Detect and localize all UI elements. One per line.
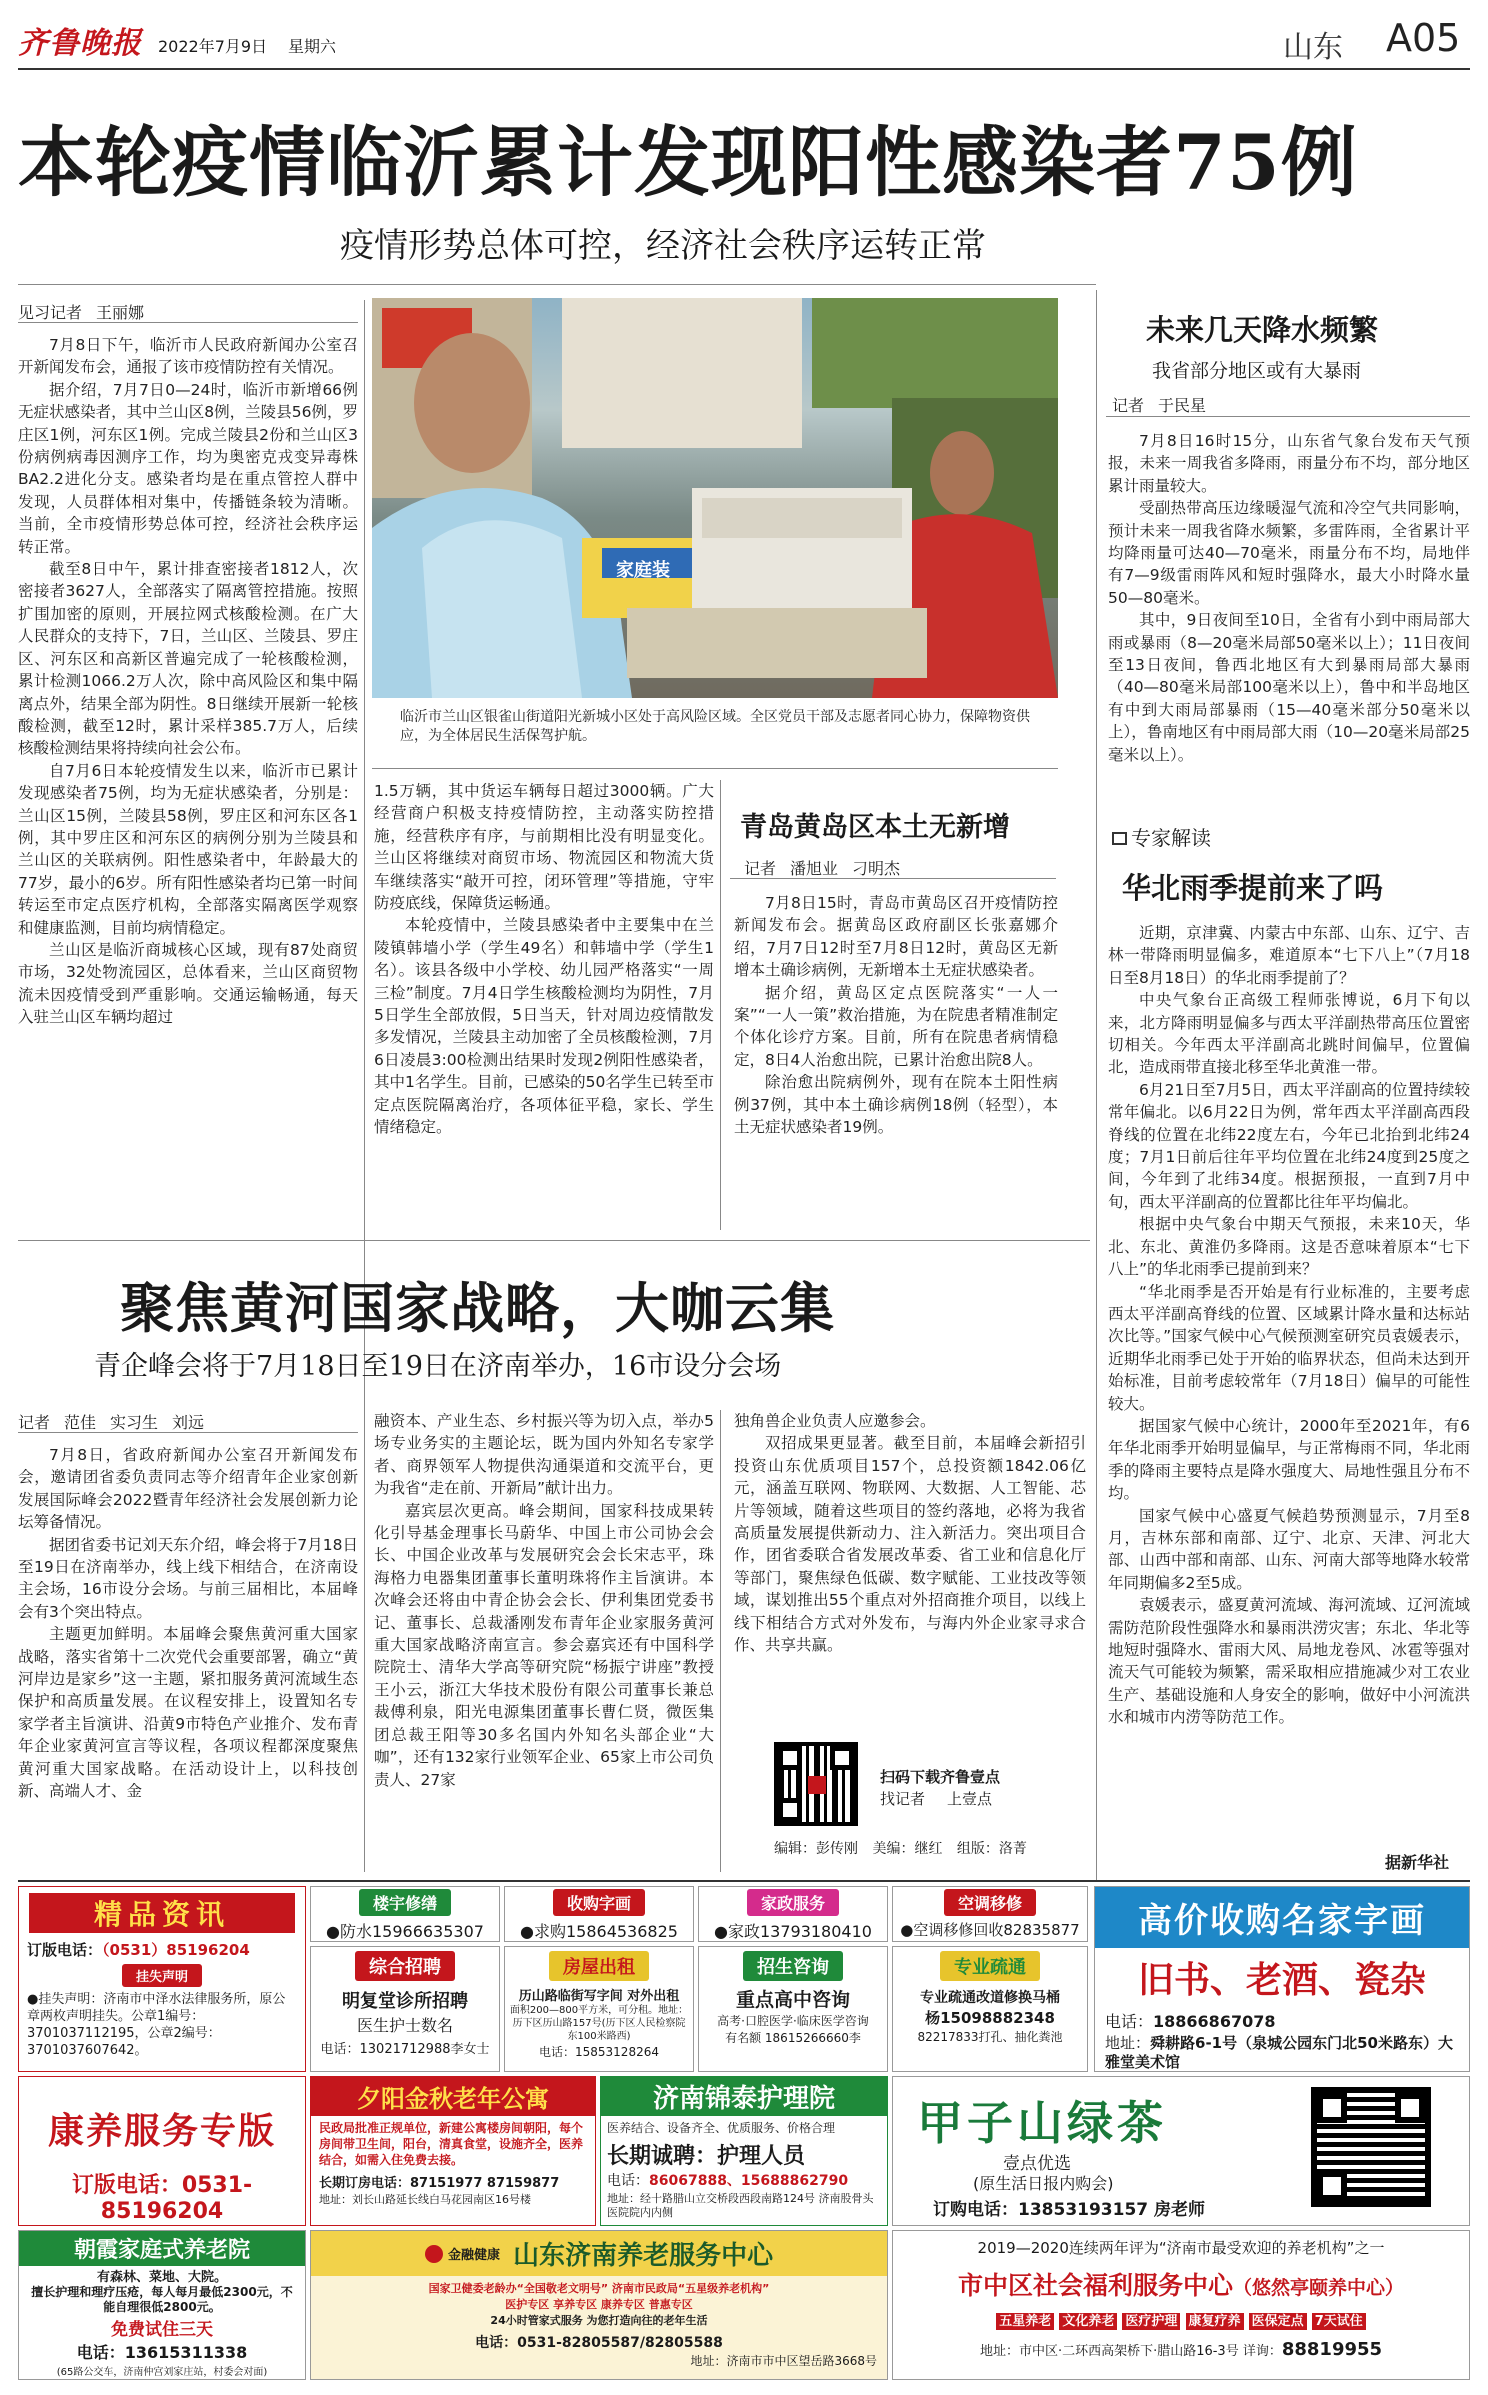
ad-waterproof: 楼宇修缮 ●防水15966635307 [310,1886,500,1942]
yellow-para: 融资本、产业生态、乡村振兴等为切入点，举办5场专业务实的主题论坛，既为国内外知名专家学者、商界领军人物提供沟通渠道和交流平台，更为我省“走在前、开新局”献计出力。 [374,1412,714,1498]
yellow-col-3 [734,1410,1086,1725]
ad-welfare-center: 2019—2020连续两年评为“济南市最受欢迎的养老机构”之一 市中区社会福利服务中心（悠然亭颐养中心） 五星养老 文化养老 医疗护理 康复疗养 医保定点 7天试住 地址：市中区·二环西高架桥下·腊山路16-3号 详询：88819955 [892,2230,1470,2380]
yellow-col-2 [374,1410,714,1872]
expert-para: “华北雨季是否开始是有行业标准的，主要考虑西太平洋副高脊线的位置、区域累计降水量和达标站次比等。”国家气候中心气候预测室研究员袁媛表示，近期华北雨季已处于开始的临界状态，但尚未达到开始标准，目前考虑较常年（7月18日）偏早的可能性较大。 [1108,1282,1470,1413]
expert-source: 据新华社 [1385,1853,1450,1872]
photo-box-label: 家庭装 [616,560,670,581]
lead-para: 据介绍，7月7日0—24时，临沂市新增66例无症状感染者，其中兰山区8例，兰陵县56例，罗庄区1例，河东区1例。完成兰陵县2份和兰山区3份病例病毒因测序工作，均为奥密克戎变异毒株BA2.2进化分支。感染者均是在重点管控人群中发现，人员群体相对集中，传播链条较为清晰。当前，全市疫情形势总体可控，经济社会秩序运转正常。 [18,380,358,556]
tea-qr-code[interactable] [1311,2087,1431,2207]
classified-sub: 挂失声明 [122,1964,202,1987]
expert-para: 6月21日至7月5日，西太平洋副高的位置持续较常年偏北。以6月22日为例，常年西太平洋副高西段脊线的位置在北纬22度左右，今年已北抬到北纬24度；7月1日前后往年平均位置在北纬24度到25度之间，今年到了北纬34度。根据预报，一直到7月中旬，西太平洋副高的位置都比往年平均偏北。 [1108,1080,1470,1211]
expert-para: 袁媛表示，盛夏黄河流域、海河流域、辽河流域需防范阶段性强降水和暴雨洪涝灾害；东北、华北等地短时强降水、雷雨大风、局地龙卷风、冰雹等强对流天气可能较为频繁，需采取相应措施减少对工农业生产、基础设施和人身安全的影响，做好中小河流洪水和城市内涝等防范工作。 [1108,1596,1470,1727]
photo-caption: 临沂市兰山区银雀山街道阳光新城小区处于高风险区域。全区党员干部及志愿者同心协力，保障物资供应，为全体居民生活保驾护航。 [400,709,1030,744]
col-divider [364,1410,365,1872]
ad-office-rent: 房屋出租 历山路临街写字间 对外出租 面积200—800平方米，可分租。地址：历下区历山路157号(历下区人民检察院东100米路西) 电话：15853128264 [504,1946,694,2072]
lead-rule [18,284,1096,285]
yellow-para: 主题更加鲜明。本届峰会聚焦黄河重大国家战略，落实省第十二次党代会重要部署，确立“黄河岸边是家乡”这一主题，紧扣服务黄河流域生态保护和高质量发展。在议程安排上，设置知名专家学者主旨演讲、沿黄9市特色产业推介、发布青年企业家黄河宣言等议程，各项议程都深度聚焦黄河重大国家战略。在活动设计上，以科技创新、高端人才、金 [18,1625,358,1801]
photo-scene [372,298,1058,698]
ad-rule [18,1880,1470,1882]
yellow-subhead: 青企峰会将于7月18日至19日在济南举办，16市设分会场 [94,1351,782,1382]
expert-body [1108,922,1470,1846]
byline-rule [18,322,358,323]
huangdao-byline: 记者 潘旭业 刁明杰 [744,859,901,878]
ad-classified: 精品资讯 订版电话：（0531）85196204 挂失声明 ●挂失声明：济南市中泽水法律服务所，原公章两枚声明挂失。公章1编号：3701037112195，公章2编号：3701037607642。 [18,1886,306,2072]
ad-recruit: 综合招聘 明复堂诊所招聘 医生护士数名 电话：13021712988李女士 [310,1946,500,2072]
ad-jintai: 济南锦泰护理院 医养结合、设备齐全、优质服务、价格合理 长期诚聘：护理人员 电话：86067888、15688862790 地址：经十路腊山立交桥段西段南路124号 济南股骨头医院院内内侧 [600,2076,888,2226]
expert-headline: 华北雨季提前来了吗 [1122,871,1384,905]
expert-tag: 专家解读 [1112,822,1211,851]
col-divider [1096,290,1097,1880]
classified-notice: ●挂失声明：济南市中泽水法律服务所，原公章两枚声明挂失。公章1编号：3701037112195，公章2编号：3701037607642。 [27,1992,286,2058]
page-number: A05 [1386,16,1461,60]
ad-xiyang: 夕阳金秋老年公寓 民政局批准正规单位，新建公寓楼房间朝阳，每个房间带卫生间，阳台，清真食堂，设施齐全，医养结合，如需入住免费去接。 长期订房电话：87151977 87159877 地址：刘长山路延长线白马花园南区16号楼 [310,2076,596,2226]
ad-buy-paintings: 收购字画 ●求购15864536825 [504,1886,694,1942]
expert-para: 据国家气候中心统计，2000年至2021年，有6年华北雨季开始明显偏早，与正常梅雨不同，华北雨季的降雨主要特点是降水强度大、局地性强且分布不均。 [1108,1416,1470,1503]
lead-para: 本轮疫情中，兰陵县感染者中主要集中在兰陵镇韩墙小学（学生49名）和韩墙中学（学生1名）。该县各级中小学校、幼儿园严格落实“一周三检”制度。7月4日学生核酸检测均为阴性，7月5日学生全部放假，5日当天，针对周边疫情散发多发情况，兰陵县主动加密了全员核酸检测，7月6日凌晨3:00检测出结果时发现2例阳性感染者，其中1名学生。目前，已感染的50名学生已转至市定点医院隔离治疗，各项体征平稳，家长、学生情绪稳定。 [374,916,714,1137]
paper-logo: 齐鲁晚报 [18,26,142,61]
expert-para: 中央气象台正高级工程师张博说，6月下旬以来，北方降雨明显偏多与西太平洋副热带高压位置密切相关。今年西太平洋副高北跳时间偏早，位置偏北，造成雨带直接北移至华北黄淮一带。 [1108,991,1470,1077]
ad-school: 招生咨询 重点高中咨询 高考·口腔医学·临床医学咨询 有名额 18615266660李 [698,1946,888,2072]
section-name: 山东 [1283,30,1343,65]
yellow-para: 7月8日，省政府新闻办公室召开新闻发布会，邀请团省委负责同志等介绍青年企业家创新发展国际峰会2022暨青年经济社会发展创新力论坛筹备情况。 [18,1446,358,1532]
section-rule [18,1240,1090,1241]
huangdao-para: 7月8日15时，青岛市黄岛区召开疫情防控新闻发布会。据黄岛区政府副区长张嘉娜介绍，7月7日12时至7月8日12时，黄岛区无新增本土确诊病例，无新增本土无症状感染者。 [734,894,1058,980]
ad-calligraphy: 高价收购名家字画 旧书、老酒、瓷杂 电话：18866867078 地址：舜耕路6-1号（泉城公园东门北50米路东）大雅堂美术馆 [1094,1886,1470,2072]
issue-date: 2022年7月9日 [158,37,268,56]
lead-para: 截至8日中午，累计排查密接者1812人，次密接者3627人，全部落实了隔离管控措施。按照扩围加密的原则，开展拉网式核酸检测。在广大人民群众的支持下，7日，兰山区、兰陵县、罗庄区、河东区和高新区普遍完成了一轮核酸检测，累计检测1066.2万人次，除中高风险区和集中隔离点外，结果全部为阴性。8日继续开展新一轮核酸检测，截至12时，累计采样385.7万人，后续核酸检测结果将持续向社会公布。 [18,560,358,758]
lead-para: 7月8日下午，临沂市人民政府新闻办公室召开新闻发布会，通报了该市疫情防控有关情况。 [18,336,358,377]
expert-para: 近期，京津冀、内蒙古中东部、山东、辽宁、吉林一带降雨明显偏多，难道原本“七下八上”（7月18日至8月18日）的华北雨季提前了？ [1108,924,1470,987]
col-divider [720,1410,721,1872]
ad-tea: 甲子山绿茶 壹点优选 (原生活日报内购会) 订购电话：13853193157 房老师 [892,2076,1470,2226]
ad-kangyang: 康养服务专版 订版电话：0531-85196204 [18,2076,306,2226]
lead-subhead: 疫情形势总体可控，经济社会秩序运转正常 [340,226,986,266]
huangdao-headline: 青岛黄岛区本土无新增 [740,812,1010,843]
yellow-para: 嘉宾层次更高。峰会期间，国家科技成果转化引导基金理事长马蔚华、中国上市公司协会会长、中国企业改革与发展研究会会长宋志平，珠海格力电器集团董事长董明珠将作主旨演讲。本次峰会还将由中青企协会会长、伊利集团党委书记、董事长、总裁潘刚发布青年企业家服务黄河重大国家战略济南宣言。参会嘉宾还有中国科学院院士、清华大学高等研究院“杨振宁讲座”教授王小云，浙江大华技术股份有限公司董事长兼总裁傅利泉，阳光电源集团董事长曹仁贤，微医集团总裁王阳等30多名国内外知名头部企业“大咖”，还有132家行业领军企业、65家上市公司负责人、27家 [374,1501,714,1789]
lead-para: 兰山区是临沂商城核心区域，现有87处商贸市场，32处物流园区，总体看来，兰山区商贸物流未因疫情受到严重影响。交通运输畅通，每天入驻兰山区车辆均超过 [18,940,358,1027]
rain-headline: 未来几天降水频繁 [1146,313,1379,347]
yellow-para: 双招成果更显著。截至目前，本届峰会新招引投资山东优质项目157个，总投资额1842.06亿元，涵盖互联网、物联网、大数据、人工智能、芯片等领域，随着这些项目的签约落地，必将为我省高质量发展提供新动力、注入新活力。突出项目合作，团省委联合省发展改革委、省工业和信息化厅等部门，聚焦绿色低碳、数字赋能、工业技改等领域，谋划推出55个重点对外招商推介项目，以线上线下相结合方式对外发布，与海内外企业家寻求合作、共享共赢。 [734,1434,1086,1655]
masthead [18,14,1470,64]
byline-rule [18,1432,358,1433]
lead-byline: 见习记者 王丽娜 [18,303,145,322]
page-credits: 编辑：彭传刚 美编：继红 组版：洛菁 [774,1841,1027,1857]
ad-housekeeping: 家政服务 ●家政13793180410 [698,1886,888,1942]
byline-rule [1106,416,1470,417]
expert-tag-icon [1112,832,1127,845]
col-divider [720,780,721,1230]
lead-para: 自7月6日本轮疫情发生以来，临沂市已累计发现感染者75例，均为无症状感染者，分别是：兰山区15例，兰陵县58例，罗庄区和河东区各1例，其中罗庄区和河东区的病例分别为兰陵县和兰山区的关联病例。阳性感染者中，年龄最大的77岁，最小的6岁。所有阳性感染者均已第一时间转运至市定点医疗机构，全部落实隔离医学观察和健康监测，目前均病情稳定。 [18,761,358,937]
classified-title: 精品资讯 [29,1893,295,1933]
huangdao-para: 据介绍，黄岛区定点医院落实“一人一案”“一人一策”救治措施，为在院患者精准制定个体化诊疗方案。目前，所有在院患者病情稳定，8日4人治愈出院，已累计治愈出院8人。 [734,983,1058,1069]
lead-photo [372,298,1058,698]
huangdao-body [734,892,1058,1226]
lead-para: 1.5万辆，其中货运车辆每日超过3000辆。广大经营商户积极支持疫情防控，主动落实防控措施，经营秩序有序，与前期相比没有明显变化。兰山区将继续对商贸市场、物流园区和物流大货车继续落实“敲开可控，闭环管理”等措施，守牢防疫底线，保障货运畅通。 [374,782,714,913]
yellow-para: 据团省委书记刘天东介绍，峰会将于7月18日至19日在济南举办，线上线下相结合，在济南设主会场，16市设分会场。与前三届相比，本届峰会有3个突出特点。 [18,1535,358,1621]
expert-para: 国家气候中心盛夏气候趋势预测显示，7月至8月，吉林东部和南部、辽宁、北京、天津、河北大部、山西中部和南部、山东、河南大部等地降水较常年同期偏多2至5成。 [1108,1506,1470,1592]
rain-subhead: 我省部分地区或有大暴雨 [1152,360,1362,382]
ad-nursing-center: 金融健康 山东济南养老服务中心 国家卫健委老龄办“全国敬老文明号” 济南市民政局“五星级养老机构” 医护专区 享养专区 康养专区 普惠专区 24小时管家式服务 为您打造向往的老年生活 电话：0531-82805587/82805588 地址：济南市市中区望岳路3668号 [310,2230,888,2380]
yellow-headline: 聚焦黄河国家战略，大咖云集 [120,1276,835,1340]
yellow-col-1 [18,1444,358,1872]
rain-body [1108,430,1470,792]
masthead-rule [18,68,1470,70]
lead-col-2 [374,780,714,1228]
ad-chaoxia: 朝霞家庭式养老院 有森林、菜地、大院。 擅长护理和理疗压疮，每人每月最低2300元，不能自理很低2800元。 免费试住三天 电话：13615311338 (65路公交车，济南仲宫刘家庄站，村委会对面) [18,2230,306,2380]
qr-caption: 扫码下载齐鲁壹点 找记者 上壹点 [880,1768,1001,1808]
expert-para: 根据中央气象台中期天气预报，未来10天，华北、东北、黄淮仍多降雨。这是否意味着原本“七下八上”的华北雨季已提前到来？ [1108,1215,1470,1279]
col-divider [364,300,365,1430]
ad-aircon: 空调移修 ●空调移修回收82835877 [892,1886,1088,1942]
huangdao-para: 除治愈出院病例外，现有在院本土阳性病例37例，其中本土确诊病例18例（轻型），本土无症状感染者19例。 [734,1073,1058,1137]
rain-para: 受副热带高压边缘暖湿气流和冷空气共同影响，预计未来一周我省降水频繁，多雷阵雨，全省累计平均降雨量可达40—70毫米，雨量分布不均，局地伴有7—9级雷雨阵风和短时强降水，最大小时降水量50—80毫米。 [1108,499,1470,607]
lead-headline: 本轮疫情临沂累计发现阳性感染者75例 [18,118,1358,207]
yellow-byline: 记者 范佳 实习生 刘远 [18,1413,205,1432]
center-logo-icon [425,2245,443,2263]
yellow-para: 独角兽企业负责人应邀参会。 [734,1412,936,1430]
qr-code[interactable] [774,1742,858,1826]
byline-rule [730,878,1056,879]
ad-drain: 专业疏通 专业疏通改道修换马桶 杨15098882348 82217833打孔、抽化粪池 [892,1946,1088,2072]
caption-rule [372,768,1058,769]
welfare-tags: 五星养老 文化养老 医疗护理 康复疗养 医保定点 7天试住 [893,2310,1469,2329]
rain-para: 其中，9日夜间至10日，全省有小到中雨局部大雨或暴雨（8—20毫米局部50毫米以上）；11日夜间至13日夜间，鲁西北地区有大到暴雨局部大暴雨（40—80毫米局部100毫米以上），鲁中和半岛地区有中到大雨局部暴雨（15—40毫米部分50毫米以上），鲁南地区有中雨局部大雨（10—20毫米局部25毫米以上）。 [1108,611,1470,764]
rain-para: 7月8日16时15分，山东省气象台发布天气预报，未来一周我省多降雨，雨量分布不均，部分地区累计雨量较大。 [1108,432,1470,495]
rain-byline: 记者 于民星 [1112,396,1207,415]
issue-weekday: 星期六 [288,37,337,56]
